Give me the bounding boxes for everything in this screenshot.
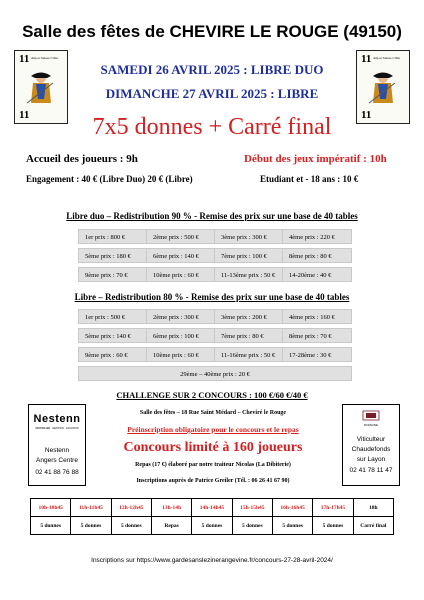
prize-cell: 7ème prix : 80 € — [214, 328, 284, 343]
debut-text: Début des jeux impératif : 10h — [244, 153, 387, 165]
card-number-top: 11 — [361, 53, 372, 65]
date-saturday: SAMEDI 26 AVRIL 2025 : LIBRE DUO — [100, 62, 324, 77]
schedule-times-row — [31, 499, 394, 517]
schedule-time: 17h-17h45 — [313, 499, 353, 517]
schedule-time: 16h-16h45 — [272, 499, 312, 517]
etudiant-text: Etudiant et - 18 ans : 10 € — [260, 174, 359, 184]
prize-cell: 10ème prix : 60 € — [146, 347, 216, 362]
schedule-time: 15h-15h45 — [232, 499, 272, 517]
nestenn-logo: Nestenn — [33, 413, 81, 425]
card-number-top: 11 — [19, 53, 30, 65]
schedule-time: 12h-12h45 — [111, 499, 151, 517]
section-libre-duo: Libre duo – Redistribution 90 % - Remise des prix sur une base de 40 tables — [66, 211, 358, 221]
prize-cell: 17-28ème : 30 € — [282, 347, 352, 362]
prize-cell-wide: 29ème – 40ème prix : 20 € — [78, 366, 352, 381]
card-caption: Anjou Suisse Cible — [373, 56, 401, 60]
card-number-bottom: 11 — [361, 109, 372, 121]
limite-text: Concours limité à 160 joueurs — [123, 440, 303, 455]
prize-cell: 5ème prix : 180 € — [78, 248, 148, 263]
accueil-text: Accueil des joueurs : 9h — [26, 153, 138, 165]
prize-cell: 9ème prix : 70 € — [78, 267, 148, 282]
prize-cell: 9ème prix : 60 € — [78, 347, 148, 362]
prize-cell: 3ème prix : 200 € — [214, 309, 284, 324]
page-title: Salle des fêtes de CHEVIRE LE ROUGE (49150) — [22, 22, 402, 41]
prize-cell: 11-13ème prix : 50 € — [214, 267, 284, 282]
card-caption: Anjou Suisse Cible — [31, 56, 59, 60]
sponsor-left-phone: 02 41 88 76 88 — [35, 469, 79, 476]
prize-cell: 1er prix : 500 € — [78, 309, 148, 324]
date-sunday: DIMANCHE 27 AVRIL 2025 : LIBRE — [105, 86, 319, 101]
preinscription-text: Préinscription obligatoire pour le concours et le repas — [127, 425, 299, 434]
schedule-time: 18h — [353, 499, 393, 517]
prize-cell: 11-16ème prix : 50 € — [214, 347, 284, 362]
sponsor-right-phone: 02 41 78 11 47 — [349, 467, 393, 474]
prize-cell: 6ème prix : 100 € — [146, 328, 216, 343]
schedule-item: 5 donnes — [31, 517, 71, 535]
prize-cell: 10ème prix : 60 € — [146, 267, 216, 282]
tarot-card-left — [14, 50, 68, 124]
challenge-text: CHALLENGE SUR 2 CONCOURS : 100 €/60 €/40 € — [116, 390, 308, 400]
prize-cell: 8ème prix : 70 € — [282, 328, 352, 343]
prize-cell: 7ème prix : 100 € — [214, 248, 284, 263]
prize-cell: 6ème prix : 140 € — [146, 248, 216, 263]
prize-cell: 4ème prix : 220 € — [282, 229, 352, 244]
musketeer-figure — [23, 69, 59, 105]
prize-cell: 4ème prix : 160 € — [282, 309, 352, 324]
schedule-item: 5 donnes — [192, 517, 232, 535]
prize-cell: 1er prix : 800 € — [78, 229, 148, 244]
headline: 7x5 donnes + Carré final — [92, 114, 332, 140]
prize-cell: 2ème prix : 500 € — [146, 229, 216, 244]
schedule-item: 5 donnes — [232, 517, 272, 535]
schedule-item: 5 donnes — [111, 517, 151, 535]
card-number-bottom: 11 — [19, 109, 30, 121]
schedule-item: Repas — [151, 517, 191, 535]
sponsor-right-line2: Chaudefonds — [351, 446, 391, 453]
venue-text: Salle des fêtes – 18 Rue Saint Médard – Cheviré le Rouge — [139, 410, 287, 416]
schedule-items-row — [31, 517, 394, 535]
domaine-logo-text: DOMAINE — [363, 423, 378, 427]
schedule-time: 10h-10h45 — [31, 499, 71, 517]
repas-text: Repas (17 €) élaboré par notre traiteur Nicolas (La Dibiterie) — [135, 462, 291, 468]
domaine-logo-icon — [361, 408, 381, 423]
prize-cell: 8ème prix : 80 € — [282, 248, 352, 263]
schedule-time: 13h-14h — [151, 499, 191, 517]
inscriptions-text: Inscriptions auprès de Patrice Greiler (Tél. : 06 26 41 67 90) — [136, 478, 290, 484]
footer-link[interactable]: Inscriptions sur https://www.gardesanslezinerangevine.fr/concours-27-28-avril-2024/ — [91, 557, 333, 564]
schedule-time: 11h-11h45 — [71, 499, 111, 517]
sponsor-left — [28, 404, 86, 486]
prize-cell: 2ème prix : 300 € — [146, 309, 216, 324]
prize-cell: 14-20ème : 40 € — [282, 267, 352, 282]
tarot-card-right — [356, 50, 410, 124]
sponsor-left-name: Nestenn — [44, 447, 70, 454]
schedule-item: 5 donnes — [272, 517, 312, 535]
schedule-time: 14h-14h45 — [192, 499, 232, 517]
engagement-text: Engagement : 40 € (Libre Duo) 20 € (Libre) — [26, 174, 193, 184]
sponsor-right-line3: sur Layon — [356, 456, 386, 463]
sponsor-right-line1: Viticulteur — [356, 436, 386, 443]
section-libre: Libre – Redistribution 80 % - Remise des prix sur une base de 40 tables — [74, 292, 350, 302]
musketeer-figure — [365, 69, 401, 105]
prize-cell: 5ème prix : 140 € — [78, 328, 148, 343]
schedule-item: Carré final — [353, 517, 393, 535]
prize-cell: 3ème prix : 300 € — [214, 229, 284, 244]
sponsor-left-place: Angers Centre — [36, 457, 78, 464]
nestenn-tagline: IMMOBILIER · GESTION · LOCATION — [35, 427, 79, 430]
schedule-item: 5 donnes — [313, 517, 353, 535]
sponsor-right — [342, 404, 400, 486]
schedule-item: 5 donnes — [71, 517, 111, 535]
schedule-table — [30, 498, 394, 535]
